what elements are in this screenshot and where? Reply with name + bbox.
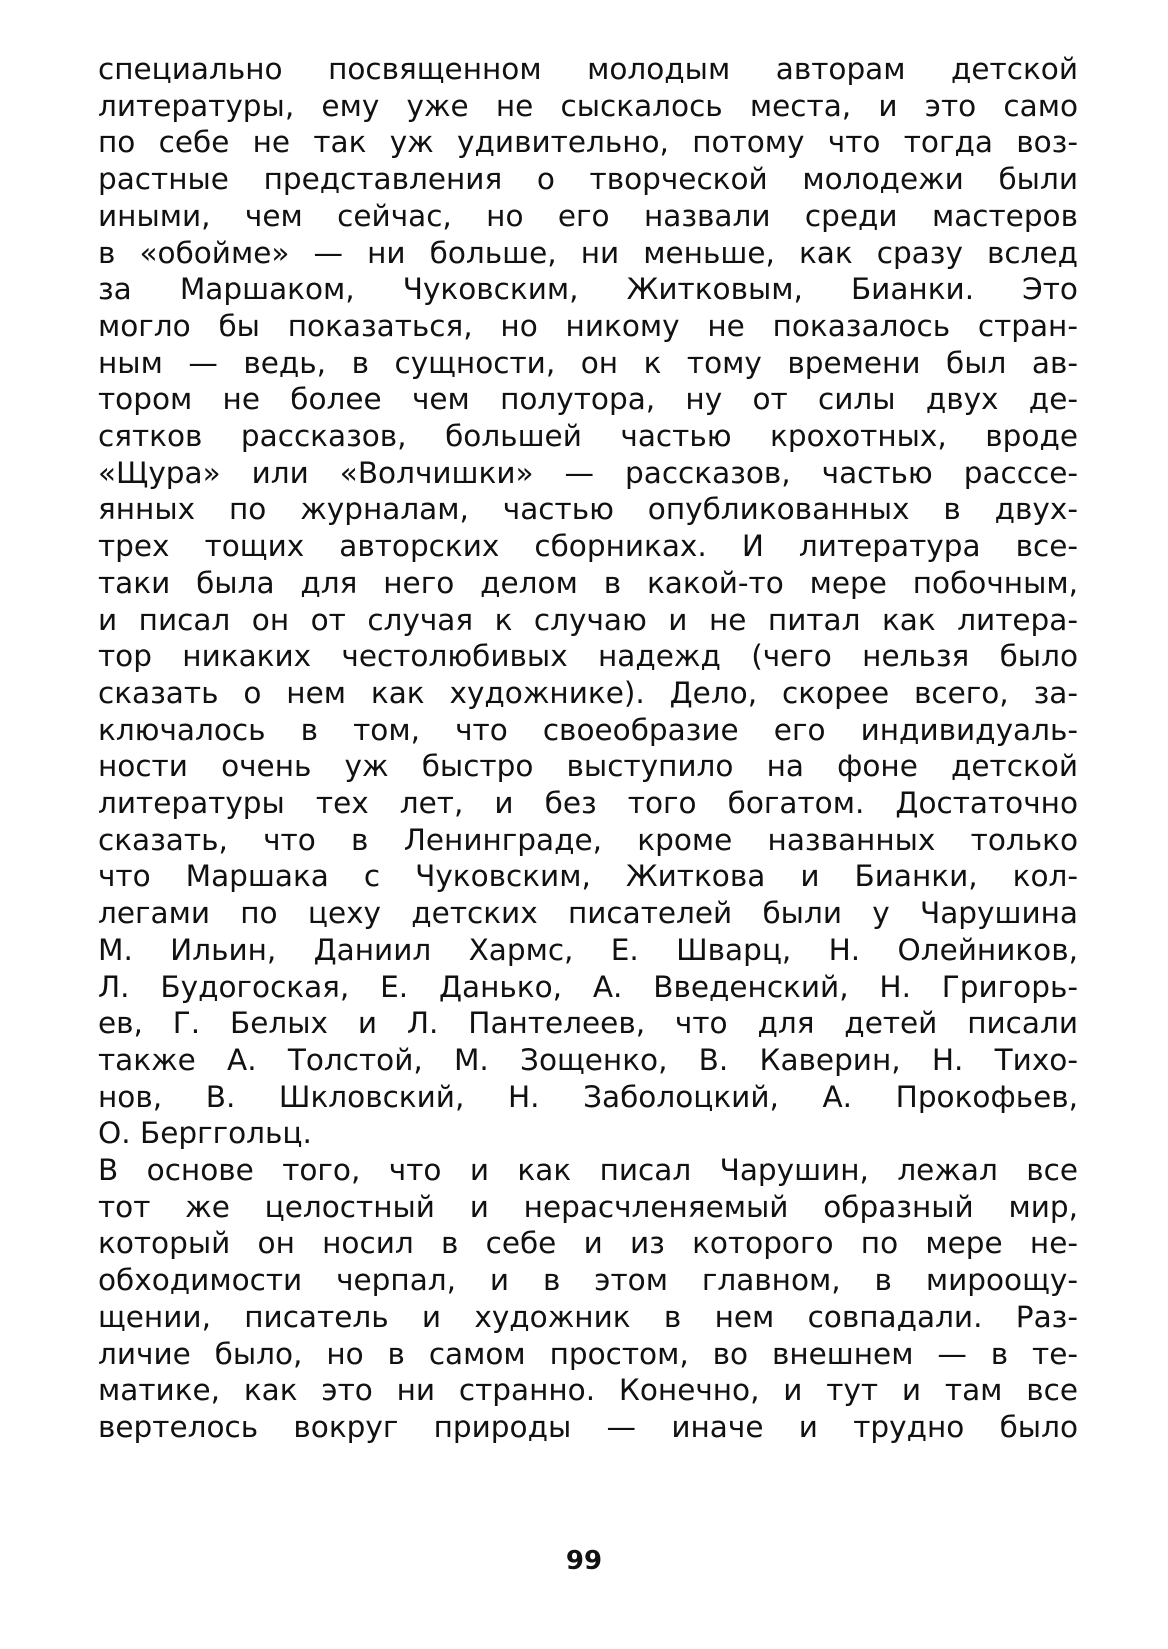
- text-line: ключалось в том, что своеобразие его индивидуаль-: [98, 712, 1078, 747]
- text-line: В основе того, что и как писал Чарушин, лежал все: [98, 1153, 1078, 1187]
- page-number: 99: [565, 1546, 603, 1576]
- text-line: личие было, но в самом простом, во внешнем — в те-: [98, 1336, 1078, 1371]
- text-line: и писал он от случая к случаю и не питал как литера-: [98, 602, 1078, 637]
- text-line: сказать о нем как художнике). Дело, скорее всего, за-: [98, 675, 1078, 710]
- document-page: [98, 50, 1078, 1610]
- text-line: обходимости черпал, и в этом главном, в мироощу-: [98, 1263, 1078, 1298]
- text-line: таки была для него делом в какой-то мере побочным,: [98, 565, 1078, 600]
- text-line: матике, как это ни странно. Конечно, и тут и там все: [98, 1373, 1078, 1408]
- text-line: который он носил в себе и из которого по мере не-: [98, 1226, 1078, 1261]
- text-line: могло бы показаться, но никому не показалось стран-: [98, 308, 1078, 343]
- text-line: тор никаких честолюбивых надежд (чего нельзя было: [98, 639, 1078, 674]
- text-line: легами по цеху детских писателей были у Чарушина: [98, 896, 1078, 931]
- text-line: трех тощих авторских сборниках. И литература все-: [98, 529, 1078, 564]
- text-line: «Щура» или «Волчишки» — рассказов, частью расссе-: [98, 455, 1078, 490]
- text-line: ев, Г. Белых и Л. Пантелеев, что для детей писали: [98, 1006, 1078, 1041]
- text-line: щении, писатель и художник в нем совпадали. Раз-: [98, 1299, 1078, 1334]
- text-line: литературы тех лет, и без того богатом. Достаточно: [98, 786, 1078, 820]
- text-line: сятков рассказов, большей частью крохотных, вроде: [98, 419, 1078, 453]
- text-line: янных по журналам, частью опубликованных в двух-: [98, 492, 1078, 527]
- text-line: нов, В. Шкловский, Н. Заболоцкий, А. Прокофьев,: [98, 1079, 1078, 1114]
- text-line: специально посвященном молодым авторам детской: [98, 52, 1078, 86]
- text-line: Л. Будогоская, Е. Данько, А. Введенский, Н. Григорь-: [98, 969, 1078, 1004]
- text-line: ности очень уж быстро выступило на фоне детской: [98, 749, 1078, 784]
- text-line: литературы, ему уже не сыскалось места, и это само: [98, 88, 1078, 123]
- text-line: тором не более чем полутора, ну от силы двух де-: [98, 382, 1078, 417]
- text-line: что Маршака с Чуковским, Житкова и Бианки, кол-: [98, 859, 1078, 894]
- text-line: за Маршаком, Чуковским, Житковым, Бианки. Это: [98, 272, 1078, 307]
- text-line: сказать, что в Ленинграде, кроме названных только: [98, 822, 1078, 857]
- text-line: по себе не так уж удивительно, потому что тогда воз-: [98, 125, 1078, 160]
- text-line: М. Ильин, Даниил Хармс, Е. Шварц, Н. Олейников,: [98, 932, 1078, 967]
- text-line: также А. Толстой, М. Зощенко, В. Каверин, Н. Тихо-: [98, 1042, 1078, 1077]
- text-line: О. Берггольц.: [98, 1116, 312, 1151]
- text-line: вертелось вокруг природы — иначе и трудно было: [98, 1409, 1078, 1444]
- text-line: ным — ведь, в сущности, он к тому времени был ав-: [98, 345, 1078, 380]
- text-line: тот же целостный и нерасчленяемый образный мир,: [98, 1189, 1078, 1224]
- text-line: растные представления о творческой молодежи были: [98, 162, 1078, 197]
- text-line: иными, чем сейчас, но его назвали среди мастеров: [98, 198, 1078, 233]
- text-line: в «обойме» — ни больше, ни меньше, как сразу вслед: [98, 235, 1078, 270]
